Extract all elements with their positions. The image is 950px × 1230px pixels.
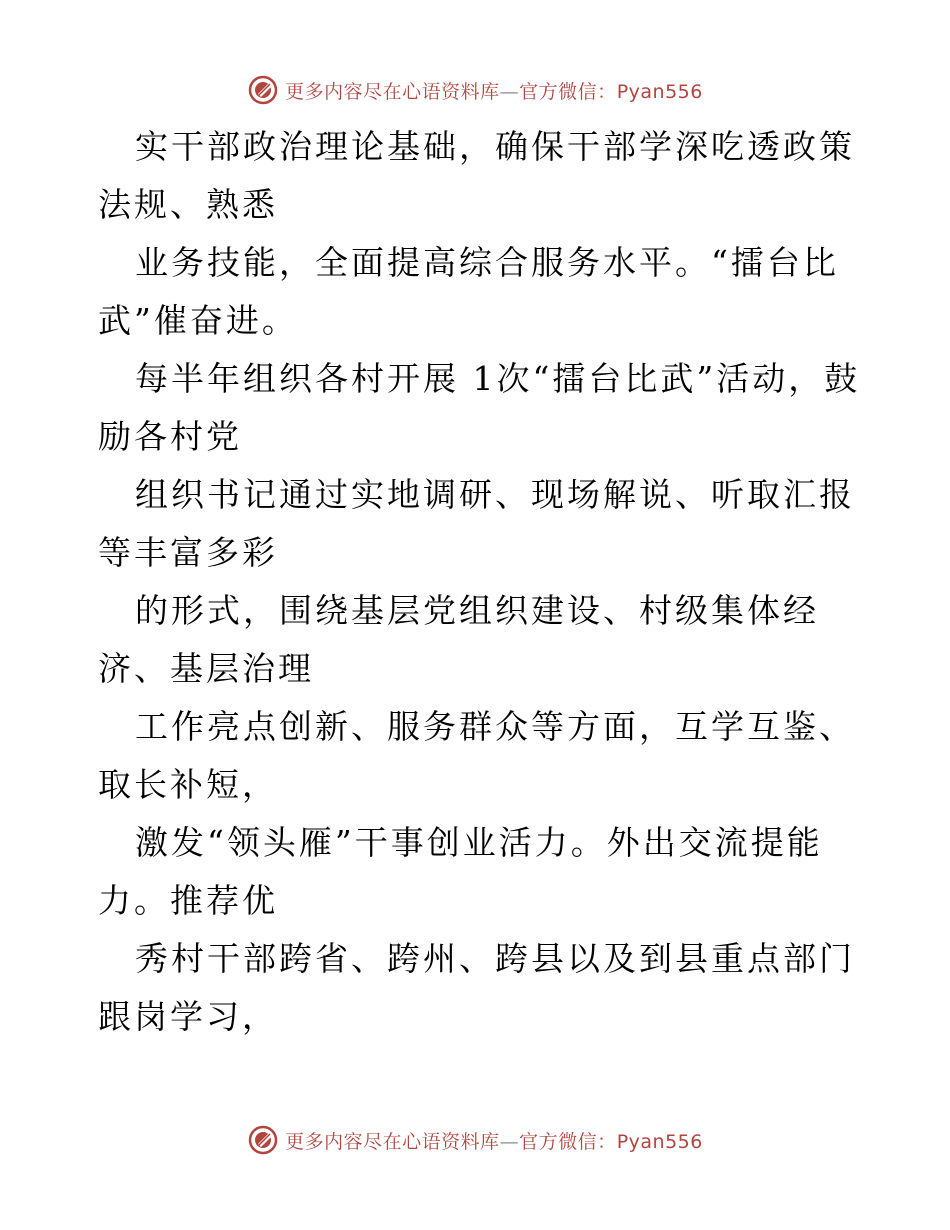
paragraph: 业务技能，全面提高综合服务水平。“擂台比武”催奋进。 — [98, 243, 839, 340]
pen-logo-icon — [247, 74, 279, 106]
pen-logo-icon — [247, 1124, 279, 1156]
paragraph: 的形式，围绕基层党组织建设、村级集体经济、基层治理 — [98, 591, 819, 688]
paragraph: 秀村干部跨省、跨州、跨县以及到县重点部门跟岗学习， — [98, 939, 855, 1036]
header-watermark — [0, 70, 950, 110]
document-body — [98, 118, 888, 1046]
paragraph: 实干部政治理论基础，确保干部学深吃透政策法规、熟悉 — [98, 127, 855, 224]
header-banner-text: 更多内容尽在心语资料库—官方微信：Pyan556 — [285, 80, 703, 103]
paragraph: 每半年组织各村开展 1次“擂台比武”活动，鼓励各村党 — [98, 359, 861, 456]
paragraph: 激发“领头雁”干事创业活力。外出交流提能力。推荐优 — [98, 823, 823, 920]
paragraph: 组织书记通过实地调研、现场解说、听取汇报等丰富多彩 — [98, 475, 855, 572]
footer-banner-text: 更多内容尽在心语资料库—官方微信：Pyan556 — [285, 1130, 703, 1153]
paragraph: 工作亮点创新、服务群众等方面，互学互鉴、取长补短， — [98, 707, 855, 804]
footer-watermark — [0, 1120, 950, 1160]
